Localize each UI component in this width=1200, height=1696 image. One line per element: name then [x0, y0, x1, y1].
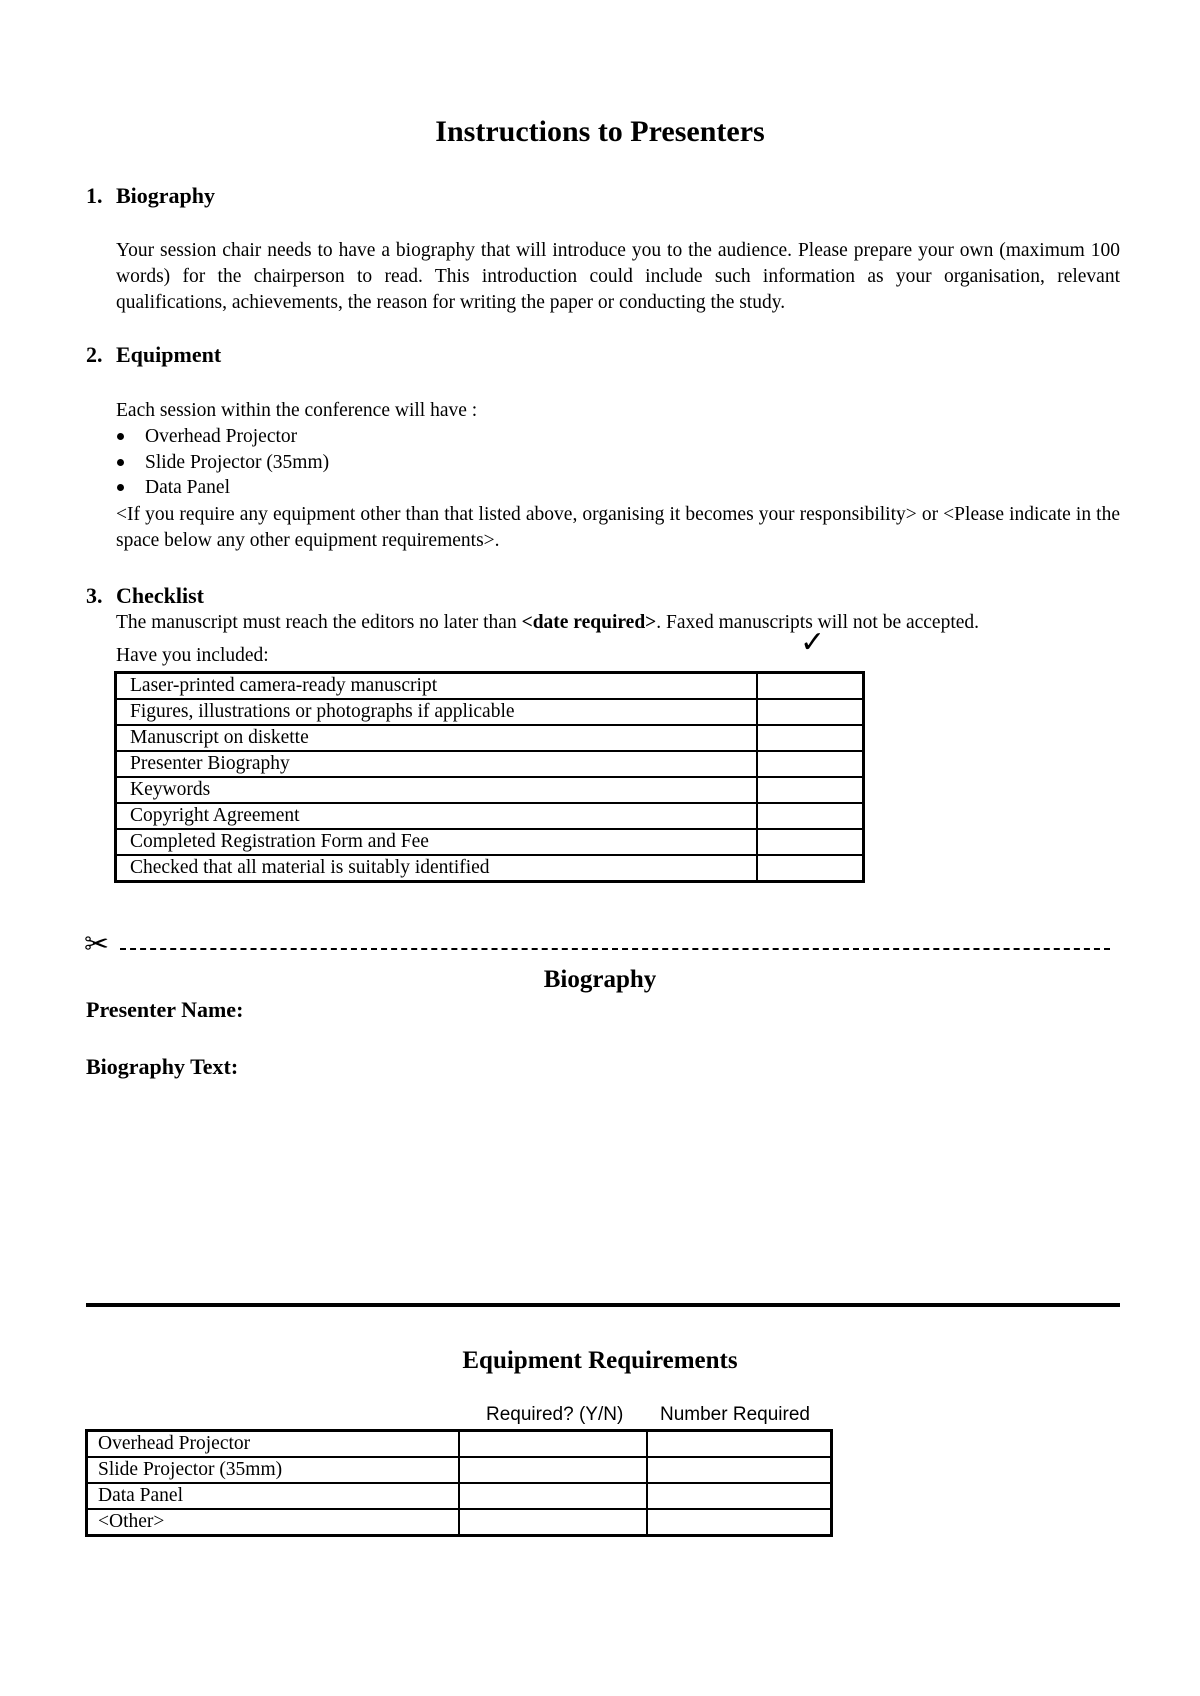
table-row [87, 1509, 832, 1536]
table-row [116, 803, 864, 829]
bullet-icon [117, 459, 124, 466]
section-title: Biography [116, 183, 216, 208]
checklist-item-label: Figures, illustrations or photographs if applicable [116, 699, 758, 725]
biography-form-heading: Biography [543, 966, 657, 993]
table-row [87, 1457, 832, 1483]
required-cell[interactable] [459, 1457, 647, 1483]
biography-instructions: Your session chair needs to have a biography that will introduce you to the audience. Please prepare your own (maximum 100 words) for the chairperson to read. This introduction could include such information as your organisation, relevant qualifications, achievements, the reason for writing the paper or conducting the study. [116, 240, 1120, 313]
number-cell[interactable] [647, 1509, 832, 1536]
section-checklist-heading [86, 582, 204, 610]
section-number: 2. [86, 342, 103, 367]
section-equipment-heading [86, 341, 221, 369]
checklist-item-label: Presenter Biography [116, 751, 758, 777]
list-item: Overhead Projector [116, 424, 329, 450]
table-row [116, 777, 864, 803]
checklist-item-label: Checked that all material is suitably identified [116, 855, 758, 882]
checklist-item-label: Manuscript on diskette [116, 725, 758, 751]
deadline-date: <date required> [521, 612, 657, 633]
table-row [116, 699, 864, 725]
number-cell[interactable] [647, 1483, 832, 1509]
table-row [87, 1431, 832, 1458]
table-row [116, 829, 864, 855]
table-row [87, 1483, 832, 1509]
page-title: Instructions to Presenters [435, 115, 765, 148]
required-cell[interactable] [459, 1483, 647, 1509]
checklist-checkbox[interactable] [757, 751, 864, 777]
checklist-item-label: Keywords [116, 777, 758, 803]
section-number: 3. [86, 583, 103, 608]
checkmark-icon: ✓ [800, 625, 826, 660]
section-biography-heading [86, 182, 215, 210]
table-row [116, 725, 864, 751]
section-number: 1. [86, 183, 103, 208]
checklist-item-label: Completed Registration Form and Fee [116, 829, 758, 855]
presenter-name-field[interactable] [270, 994, 1120, 1026]
equipment-form-heading: Equipment Requirements [462, 1347, 738, 1374]
checklist-checkbox[interactable] [757, 699, 864, 725]
section-title: Equipment [116, 342, 222, 367]
required-cell[interactable] [459, 1431, 647, 1458]
checklist-checkbox[interactable] [757, 829, 864, 855]
checklist-checkbox[interactable] [757, 777, 864, 803]
equipment-list [116, 424, 329, 501]
number-cell[interactable] [647, 1457, 832, 1483]
column-header-number: Number Required [660, 1404, 810, 1425]
scissors-icon: ✂ [84, 927, 110, 962]
checklist-checkbox[interactable] [757, 855, 864, 882]
bullet-icon [117, 433, 124, 440]
checklist-checkbox[interactable] [757, 803, 864, 829]
list-item: Slide Projector (35mm) [116, 450, 329, 476]
required-cell[interactable] [459, 1509, 647, 1536]
section-title: Checklist [116, 583, 204, 608]
checklist-checkbox[interactable] [757, 725, 864, 751]
checklist-item-label: Copyright Agreement [116, 803, 758, 829]
checklist-prompt: Have you included: [116, 645, 269, 666]
checklist-item-label: Laser-printed camera-ready manuscript [116, 673, 758, 700]
equipment-row-label: Slide Projector (35mm) [87, 1457, 460, 1483]
equipment-row-label: Overhead Projector [87, 1431, 460, 1458]
section-divider [86, 1303, 1120, 1307]
table-row [116, 673, 864, 700]
checklist-checkbox[interactable] [757, 673, 864, 700]
equipment-row-label: Data Panel [87, 1483, 460, 1509]
list-item: Data Panel [116, 475, 329, 501]
equipment-intro: Each session within the conference will have : [116, 400, 478, 421]
bullet-icon [117, 484, 124, 491]
cut-line [120, 948, 1110, 950]
deadline-text: The manuscript must reach the editors no later than <date required>. Faxed manuscripts will not be accepted. [116, 612, 980, 633]
presenter-name-label: Presenter Name: [86, 997, 244, 1022]
equipment-note: <If you require any equipment other than that listed above, organising it becomes your responsibility> or <Please indicate in the space below any other equipment requirements>. [116, 504, 1120, 551]
equipment-table [85, 1429, 833, 1537]
biography-text-label: Biography Text: [86, 1054, 239, 1079]
table-row [116, 855, 864, 882]
number-cell[interactable] [647, 1431, 832, 1458]
table-row [116, 751, 864, 777]
biography-text-area[interactable] [86, 1086, 1120, 1296]
column-header-required: Required? (Y/N) [486, 1404, 624, 1425]
checklist-table [114, 671, 865, 883]
equipment-row-label: <Other> [87, 1509, 460, 1536]
